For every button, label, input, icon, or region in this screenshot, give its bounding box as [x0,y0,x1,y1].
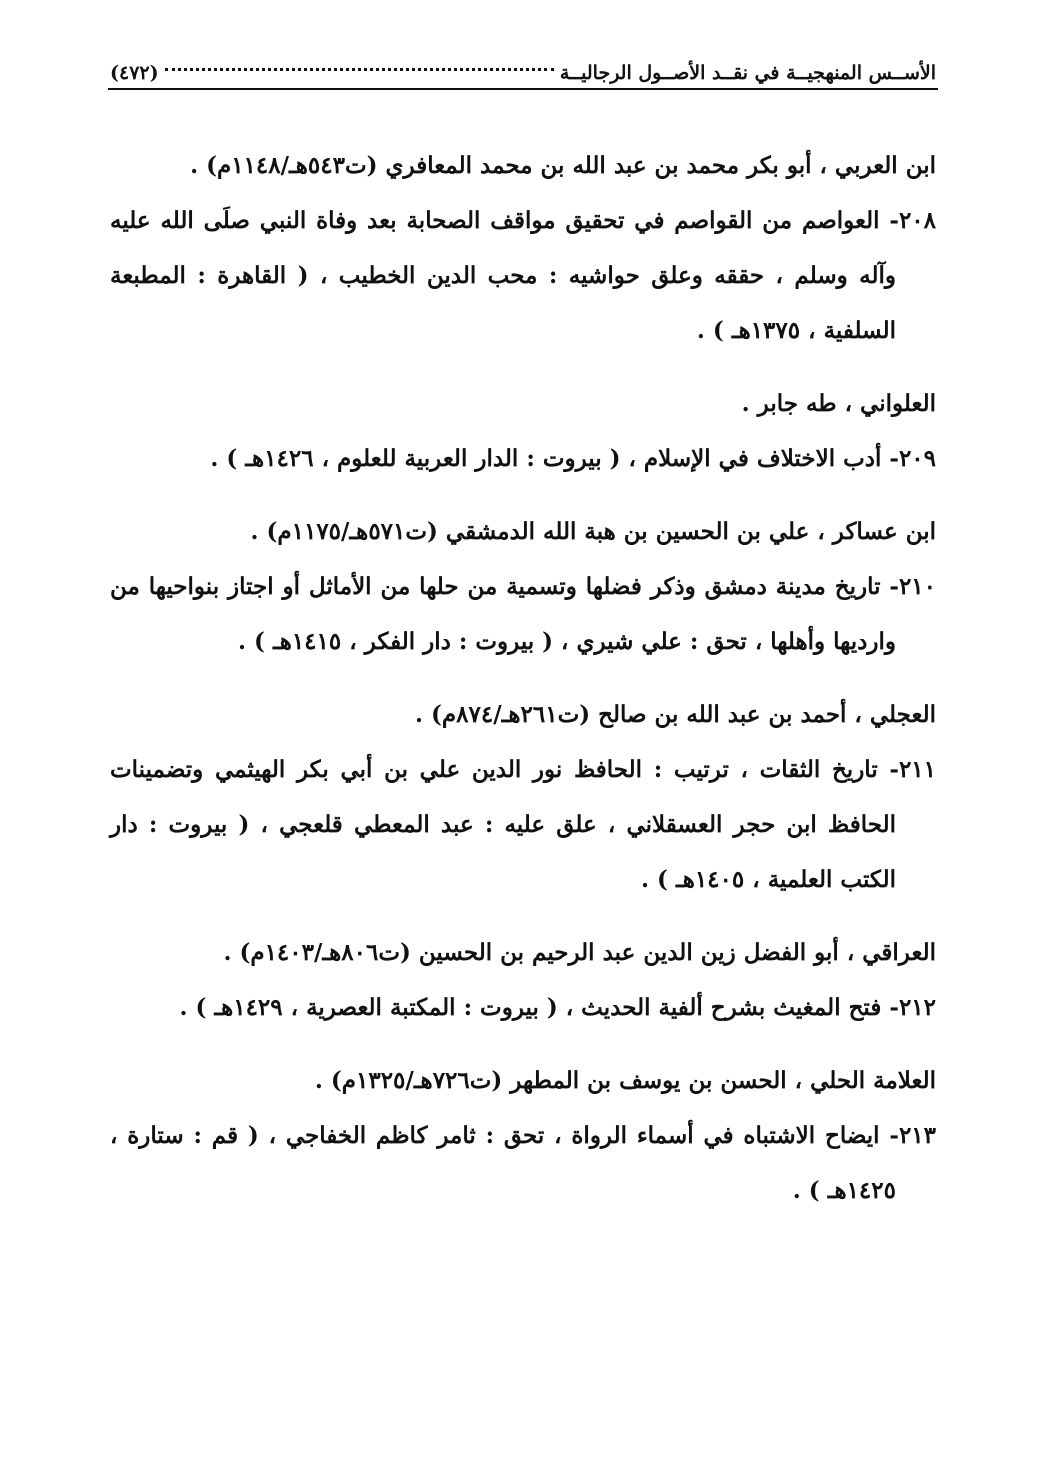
bibliography-entry [110,376,936,486]
leader-dots [165,54,554,71]
work-entry: ٢١١- تاريخ الثقات ، ترتيب : الحافظ نور الدين علي بن أبي بكر الهيثمي وتضمينات الحافظ ابن حجر العسقلاني ، علق عليه : عبد المعطي قلعجي ، ( بيروت : دار الكتب العلمية ، ١٤٠٥هـ ) . [110,756,936,893]
bibliography-entry [110,504,936,669]
work-entry: ٢١٢- فتح المغيث بشرح ألفية الحديث ، ( بيروت : المكتبة العصرية ، ١٤٢٩هـ ) . [179,994,936,1021]
running-header [110,40,936,84]
book-title: الأســس المنهجيــة في نقــد الأصــول الرجاليــة [559,62,936,84]
header-rule [108,88,938,90]
bibliography-entry [110,138,936,358]
bibliography-entry [110,1053,936,1218]
work-entry: ٢٠٨- العواصم من القواصم في تحقيق مواقف الصحابة بعد وفاة النبي صلَى الله عليه وآله وسلم ، حققه وعلق حواشيه : محب الدين الخطيب ، ( القاهرة : المطبعة السلفية ، ١٣٧٥هـ ) . [110,207,936,344]
author-line: ابن العربي ، أبو بكر محمد بن عبد الله بن محمد المعافري (ت٥٤٣هـ/١١٤٨م) . [190,152,936,179]
work-entry: ٢١٠- تاريخ مدينة دمشق وذكر فضلها وتسمية من حلها من الأماثل أو اجتاز بنواحيها من وارديها وأهلها ، تحق : علي شيري ، ( بيروت : دار الفكر ، ١٤١٥هـ ) . [110,573,936,655]
author-line: العجلي ، أحمد بن عبد الله بن صالح (ت٢٦١هـ/٨٧٤م) . [415,701,936,728]
bibliography-entry [110,925,936,1035]
author-line: العلامة الحلي ، الحسن بن يوسف بن المطهر (ت٧٢٦هـ/١٣٢٥م) . [314,1067,936,1094]
page-number: (٤٧٢) [110,62,159,84]
work-entry: ٢١٣- ايضاح الاشتباه في أسماء الرواة ، تحق : ثامر كاظم الخفاجي ، ( قم : ستارة ، ١٤٢٥هـ ) . [110,1122,936,1204]
author-line: ابن عساكر ، علي بن الحسين بن هبة الله الدمشقي (ت٥٧١هـ/١١٧٥م) . [250,518,936,545]
bibliography-entry [110,687,936,907]
author-line: العراقي ، أبو الفضل زين الدين عبد الرحيم بن الحسين (ت٨٠٦هـ/١٤٠٣م) . [223,939,936,966]
bibliography-list [110,138,936,1236]
author-line: العلواني ، طه جابر . [741,390,936,417]
work-entry: ٢٠٩- أدب الاختلاف في الإسلام ، ( بيروت : الدار العربية للعلوم ، ١٤٢٦هـ ) . [210,445,936,472]
